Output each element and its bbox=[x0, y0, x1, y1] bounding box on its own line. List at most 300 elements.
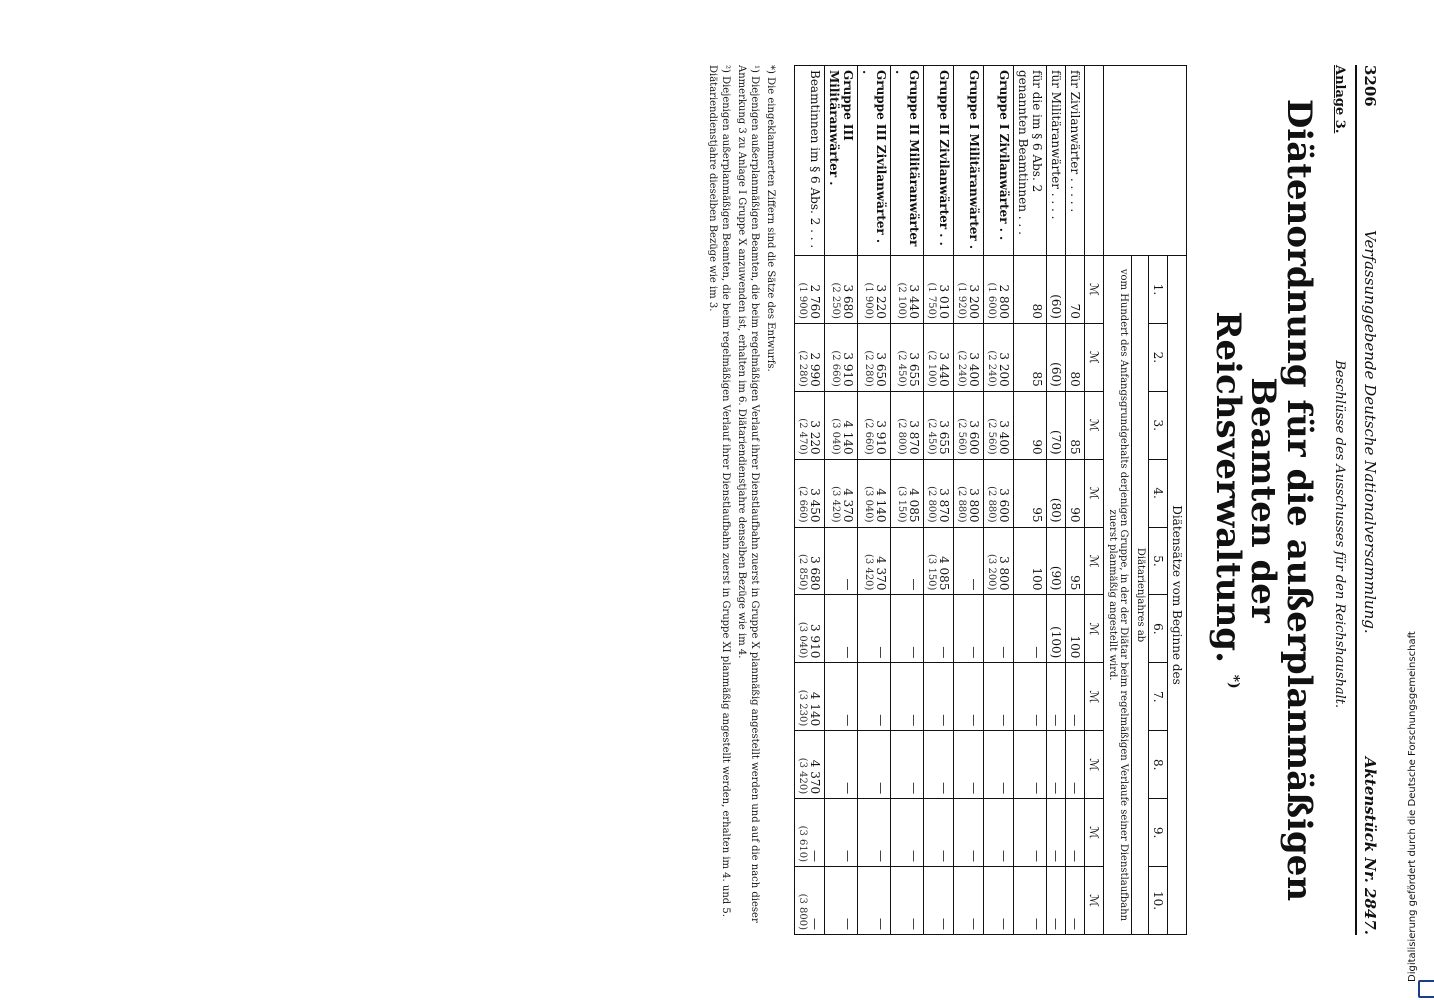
table-cell bbox=[924, 595, 954, 663]
cell-paren-value: (3 040) bbox=[830, 418, 842, 455]
cell-value: — bbox=[967, 850, 982, 863]
cell-paren-value: (2 250) bbox=[830, 282, 842, 319]
header-col-7: 7. bbox=[1148, 663, 1167, 731]
row-label: Gruppe III Militäranwärter . bbox=[825, 66, 858, 256]
cell-paren-value: (2 800) bbox=[926, 486, 938, 523]
cell-value: 3 600 bbox=[997, 488, 1012, 523]
table-row bbox=[984, 66, 1014, 935]
table-cell bbox=[984, 595, 1014, 663]
table-cell bbox=[984, 459, 1014, 527]
cell-value: 80 bbox=[1030, 303, 1045, 319]
table-cell bbox=[891, 663, 924, 731]
header-top: Diätensätze vom Beginne des bbox=[1167, 256, 1186, 935]
table-cell bbox=[1066, 799, 1085, 867]
table-row bbox=[954, 66, 984, 935]
cell-value: — bbox=[997, 646, 1012, 659]
cell-value: 3 870 bbox=[907, 420, 922, 455]
cell-paren-value: (1 900) bbox=[863, 282, 875, 319]
cell-value: 3 800 bbox=[967, 488, 982, 523]
table-cell bbox=[891, 595, 924, 663]
cell-value: 3 870 bbox=[937, 488, 952, 523]
cell-value: 3 200 bbox=[997, 352, 1012, 387]
table-cell bbox=[954, 459, 984, 527]
cell-value: 3 910 bbox=[808, 623, 823, 659]
cell-value: — bbox=[841, 782, 856, 795]
table-cell bbox=[795, 527, 825, 595]
cell-value: 4 085 bbox=[907, 488, 922, 523]
cell-paren-value: (2 800) bbox=[896, 418, 908, 455]
cell-value: — bbox=[1068, 850, 1083, 863]
cell-paren-value: (3 420) bbox=[863, 554, 875, 591]
cell-paren-value: (2 660) bbox=[863, 418, 875, 455]
row-label: Gruppe II Zivilanwärter . . bbox=[924, 66, 954, 256]
table-cell bbox=[795, 323, 825, 391]
title-line-2 bbox=[1207, 65, 1248, 935]
diaeten-table bbox=[794, 65, 1187, 935]
table-cell bbox=[1047, 459, 1066, 527]
document-title bbox=[1207, 65, 1319, 935]
dfg-credit: Digitalisierung gefördert durch die Deutsche Forschungsgemeinschaft bbox=[1407, 631, 1418, 982]
cell-value: — bbox=[874, 714, 889, 727]
unit-4: ℳ bbox=[1085, 459, 1104, 527]
cell-value: 4 085 bbox=[937, 556, 952, 591]
table-cell bbox=[924, 256, 954, 324]
cell-value: 80 bbox=[1068, 371, 1083, 387]
cell-value: — bbox=[1030, 714, 1045, 727]
table-cell bbox=[924, 799, 954, 867]
header-col-5: 5. bbox=[1148, 527, 1167, 595]
row-label: Gruppe I Militäranwärter . bbox=[954, 66, 984, 256]
unit-10: ℳ bbox=[1085, 867, 1104, 935]
table-cell bbox=[1014, 256, 1047, 324]
table-cell bbox=[1014, 527, 1047, 595]
cell-value: — bbox=[907, 850, 922, 863]
cell-paren-value: (2 100) bbox=[926, 350, 938, 387]
cell-value: — bbox=[997, 782, 1012, 795]
header-col-4: 4. bbox=[1148, 459, 1167, 527]
cell-value: — bbox=[1030, 918, 1045, 930]
cell-value: — bbox=[937, 646, 952, 659]
table-cell bbox=[795, 595, 825, 663]
running-header bbox=[1355, 65, 1379, 935]
cell-value: — bbox=[997, 714, 1012, 727]
cell-paren-value: (1 750) bbox=[926, 282, 938, 319]
cell-paren-value: (2 100) bbox=[896, 282, 908, 319]
row-label: Gruppe II Militäranwärter . bbox=[891, 66, 924, 256]
table-row bbox=[1066, 66, 1085, 935]
beschluesse-line: Beschlüsse des Ausschusses für den Reichshaushalt. bbox=[1332, 360, 1347, 709]
table-cell bbox=[891, 527, 924, 595]
table-cell bbox=[1014, 595, 1047, 663]
anlage-label: Anlage 3. bbox=[1332, 65, 1347, 134]
row-label: Gruppe III Zivilanwärter . . bbox=[858, 66, 891, 256]
table-row bbox=[1047, 66, 1066, 935]
cell-value: — bbox=[1049, 782, 1064, 795]
table-cell bbox=[954, 527, 984, 595]
cell-paren-value: (3 040) bbox=[863, 486, 875, 523]
table-cell bbox=[858, 391, 891, 459]
cell-value: — bbox=[967, 714, 982, 727]
unit-7: ℳ bbox=[1085, 663, 1104, 731]
table-cell bbox=[1066, 595, 1085, 663]
cell-value: — bbox=[997, 850, 1012, 863]
cell-paren-value: (3 420) bbox=[830, 486, 842, 523]
cell-value: (60) bbox=[1049, 362, 1064, 387]
table-header-row-5 bbox=[1085, 66, 1104, 935]
header-percent-note: vom Hundert des Anfangsgrundgehalts derjenigen Gruppe, in der der Diätar beim regelmäßigen Verlaufe seiner Dienstlaufbahn zuerst planmäßig angestellt wird. bbox=[1104, 256, 1132, 935]
cell-value: — bbox=[907, 578, 922, 591]
table-cell bbox=[1047, 595, 1066, 663]
cell-paren-value: (2 660) bbox=[797, 486, 809, 523]
table-cell bbox=[1047, 527, 1066, 595]
row-label: für die im § 6 Abs. 2 genannten Beamtinnen . . . bbox=[1014, 66, 1047, 256]
subheader bbox=[1332, 65, 1347, 935]
cell-paren-value: (3 610) bbox=[797, 825, 809, 863]
table-cell bbox=[1014, 323, 1047, 391]
cell-value: 4 370 bbox=[874, 556, 889, 591]
cell-value: 100 bbox=[1030, 567, 1045, 591]
cell-value: — bbox=[874, 918, 889, 930]
unit-8: ℳ bbox=[1085, 731, 1104, 799]
unit-6: ℳ bbox=[1085, 595, 1104, 663]
table-cell bbox=[858, 459, 891, 527]
cell-value: 95 bbox=[1068, 575, 1083, 591]
cell-value: 3 440 bbox=[907, 284, 922, 319]
unit-5: ℳ bbox=[1085, 527, 1104, 595]
table-cell bbox=[825, 323, 858, 391]
cell-value: — bbox=[874, 646, 889, 659]
table-cell bbox=[1047, 731, 1066, 799]
table-cell bbox=[1047, 799, 1066, 867]
cell-value: — bbox=[808, 850, 823, 863]
cell-value: (70) bbox=[1049, 430, 1064, 455]
cell-paren-value: (2 850) bbox=[797, 554, 809, 591]
table-cell bbox=[1066, 731, 1085, 799]
cell-value: — bbox=[874, 782, 889, 795]
cell-value: 3 440 bbox=[937, 352, 952, 387]
table-cell bbox=[891, 256, 924, 324]
table-cell bbox=[795, 867, 825, 935]
dfg-logo-icon bbox=[1418, 980, 1434, 998]
cell-value: — bbox=[967, 918, 982, 930]
cell-value: 3 400 bbox=[967, 352, 982, 387]
table-cell bbox=[984, 731, 1014, 799]
table-cell bbox=[795, 731, 825, 799]
footnote-1: *) Die eingeklammerten Ziffern sind die Sätze des Entwurfs. bbox=[765, 65, 777, 372]
table-cell bbox=[984, 799, 1014, 867]
cell-value: 90 bbox=[1030, 439, 1045, 455]
cell-value: (100) bbox=[1049, 626, 1064, 659]
cell-value: — bbox=[967, 578, 982, 591]
cell-paren-value: (3 420) bbox=[797, 757, 809, 795]
footnote-2: ¹) Diejenigen außerplanmäßigen Beamten, die beim regelmäßigen Verlauf ihrer Dienstlaufbahn zuerst in Gruppe X planmäßig angestellt werden und auf die nach dieser Anmerkung 3 zu Anlage I Gruppe X anzuwenden ist, erhalten im 6. Diätariendienstjahre denselben Bezüge wie im 4. bbox=[736, 65, 760, 923]
cell-value: — bbox=[907, 918, 922, 930]
cell-value: 4 370 bbox=[841, 488, 856, 523]
cell-value: 4 140 bbox=[808, 691, 823, 727]
cell-value: — bbox=[1068, 918, 1083, 930]
table-cell bbox=[858, 663, 891, 731]
cell-value: — bbox=[937, 782, 952, 795]
table-cell bbox=[858, 867, 891, 935]
cell-value: — bbox=[841, 850, 856, 863]
table-cell bbox=[1014, 867, 1047, 935]
table-cell bbox=[825, 663, 858, 731]
table-cell bbox=[954, 391, 984, 459]
cell-paren-value: (2 560) bbox=[986, 418, 998, 455]
cell-value: — bbox=[808, 918, 823, 930]
table-cell bbox=[1047, 323, 1066, 391]
digitalization-sidebar bbox=[1407, 0, 1434, 1000]
table-cell bbox=[1047, 867, 1066, 935]
unit-2: ℳ bbox=[1085, 323, 1104, 391]
cell-value: (80) bbox=[1049, 497, 1064, 523]
table-cell bbox=[924, 663, 954, 731]
cell-paren-value: (1 600) bbox=[986, 282, 998, 319]
table-cell bbox=[1066, 391, 1085, 459]
table-cell bbox=[891, 391, 924, 459]
table-cell bbox=[1014, 799, 1047, 867]
cell-value: 2 800 bbox=[997, 284, 1012, 319]
table-header-row-1 bbox=[1167, 66, 1186, 935]
cell-value: — bbox=[1030, 646, 1045, 659]
cell-value: 4 140 bbox=[841, 420, 856, 455]
cell-value: — bbox=[997, 918, 1012, 930]
table-cell bbox=[858, 731, 891, 799]
header-col-2: 2. bbox=[1148, 323, 1167, 391]
cell-paren-value: (2 280) bbox=[797, 350, 809, 387]
cell-paren-value: (3 150) bbox=[926, 554, 938, 591]
cell-value: 3 220 bbox=[808, 420, 823, 455]
table-cell bbox=[954, 256, 984, 324]
table-cell bbox=[954, 323, 984, 391]
title-line-2-text: Reichsverwaltung. bbox=[1207, 311, 1248, 663]
cell-paren-value: (2 240) bbox=[986, 350, 998, 387]
unit-9: ℳ bbox=[1085, 799, 1104, 867]
header-label-cell bbox=[1104, 66, 1187, 256]
row-label: für Zivilanwärter . . . . . bbox=[1066, 66, 1085, 256]
row-label: für Militäranwärter . . . . bbox=[1047, 66, 1066, 256]
cell-value: 3 680 bbox=[808, 556, 823, 591]
table-cell bbox=[984, 867, 1014, 935]
table-cell bbox=[825, 459, 858, 527]
table-cell bbox=[1047, 256, 1066, 324]
cell-value: 3 600 bbox=[967, 420, 982, 455]
table-cell bbox=[825, 867, 858, 935]
table-cell bbox=[924, 391, 954, 459]
cell-paren-value: (1 920) bbox=[956, 282, 968, 319]
table-cell bbox=[1066, 323, 1085, 391]
header-col-6: 6. bbox=[1148, 595, 1167, 663]
table-cell bbox=[954, 867, 984, 935]
cell-value: 90 bbox=[1068, 507, 1083, 523]
row-label: Gruppe I Zivilanwärter . . bbox=[984, 66, 1014, 256]
table-cell bbox=[984, 663, 1014, 731]
table-cell bbox=[954, 731, 984, 799]
table-cell bbox=[924, 731, 954, 799]
page-number: 3206 bbox=[1361, 65, 1379, 107]
table-cell bbox=[858, 256, 891, 324]
cell-value: — bbox=[1030, 850, 1045, 863]
cell-value: 3 680 bbox=[841, 284, 856, 319]
cell-paren-value: (2 280) bbox=[863, 350, 875, 387]
cell-value: — bbox=[1049, 714, 1064, 727]
cell-value: 3 450 bbox=[808, 488, 823, 523]
table-cell bbox=[924, 867, 954, 935]
table-cell bbox=[1014, 731, 1047, 799]
cell-value: — bbox=[841, 646, 856, 659]
table-cell bbox=[825, 256, 858, 324]
cell-value: — bbox=[1049, 850, 1064, 863]
table-cell bbox=[924, 527, 954, 595]
cell-value: — bbox=[907, 782, 922, 795]
table-cell bbox=[1066, 527, 1085, 595]
cell-value: — bbox=[1030, 782, 1045, 795]
table-cell bbox=[825, 799, 858, 867]
cell-paren-value: (2 880) bbox=[986, 486, 998, 523]
cell-value: — bbox=[937, 850, 952, 863]
header-col-3: 3. bbox=[1148, 391, 1167, 459]
table-cell bbox=[924, 323, 954, 391]
cell-value: 3 400 bbox=[997, 420, 1012, 455]
table-row bbox=[1014, 66, 1047, 935]
cell-value: 2 760 bbox=[808, 284, 823, 319]
cell-value: 4 370 bbox=[808, 759, 823, 795]
table-cell bbox=[1047, 663, 1066, 731]
table-cell bbox=[984, 527, 1014, 595]
table-cell bbox=[825, 595, 858, 663]
table-cell bbox=[954, 595, 984, 663]
table-cell bbox=[825, 527, 858, 595]
title-line-1: Diätenordnung für die außerplanmäßigen Beamten der bbox=[1243, 98, 1319, 902]
cell-value: — bbox=[907, 714, 922, 727]
cell-paren-value: (2 560) bbox=[956, 418, 968, 455]
cell-value: — bbox=[937, 714, 952, 727]
cell-value: (60) bbox=[1049, 294, 1064, 319]
table-row bbox=[924, 66, 954, 935]
table-row bbox=[795, 66, 825, 935]
table-cell bbox=[858, 595, 891, 663]
running-title: Verfassunggebende Deutsche Nationalversammlung. bbox=[1361, 230, 1379, 634]
table-cell bbox=[954, 799, 984, 867]
cell-paren-value: (2 450) bbox=[926, 418, 938, 455]
table-cell bbox=[954, 663, 984, 731]
header-col-9: 9. bbox=[1148, 799, 1167, 867]
cell-value: 3 220 bbox=[874, 284, 889, 319]
table-cell bbox=[795, 256, 825, 324]
cell-value: 85 bbox=[1068, 439, 1083, 455]
table-cell bbox=[795, 391, 825, 459]
table-cell bbox=[1014, 663, 1047, 731]
table-cell bbox=[891, 867, 924, 935]
table-cell bbox=[891, 459, 924, 527]
cell-value: — bbox=[841, 918, 856, 930]
header-col-1: 1. bbox=[1148, 256, 1167, 324]
table-cell bbox=[1014, 459, 1047, 527]
cell-value: 3 200 bbox=[967, 284, 982, 319]
table-cell bbox=[858, 527, 891, 595]
table-row bbox=[825, 66, 858, 935]
cell-value: 2 990 bbox=[808, 352, 823, 387]
table-cell bbox=[1066, 663, 1085, 731]
header-subheader: Diätarienjahres ab bbox=[1132, 256, 1149, 935]
cell-paren-value: (1 900) bbox=[797, 282, 809, 319]
table-cell bbox=[1014, 391, 1047, 459]
table-cell bbox=[1047, 391, 1066, 459]
cell-value: 100 bbox=[1068, 635, 1083, 659]
cell-paren-value: (3 230) bbox=[797, 689, 809, 727]
cell-value: — bbox=[967, 646, 982, 659]
cell-paren-value: (2 240) bbox=[956, 350, 968, 387]
table-cell bbox=[891, 799, 924, 867]
table-head bbox=[1085, 66, 1187, 935]
cell-value: 3 910 bbox=[841, 352, 856, 387]
cell-value: (90) bbox=[1049, 565, 1064, 591]
cell-paren-value: (3 040) bbox=[797, 621, 809, 659]
unit-1: ℳ bbox=[1085, 256, 1104, 324]
cell-value: 85 bbox=[1030, 371, 1045, 387]
table-cell bbox=[1066, 459, 1085, 527]
cell-value: 3 650 bbox=[874, 352, 889, 387]
cell-paren-value: (3 200) bbox=[986, 554, 998, 591]
header-col-10: 10. bbox=[1148, 867, 1167, 935]
table-cell bbox=[891, 323, 924, 391]
table-row bbox=[891, 66, 924, 935]
cell-value: 4 140 bbox=[874, 488, 889, 523]
cell-paren-value: (2 660) bbox=[830, 350, 842, 387]
footnote-3: ²) Diejenigen außerplanmäßigen Beamten, die beim regelmäßigen Verlauf ihrer Dienstlaufbahn zuerst in Gruppe XI planmäßig angestellt werden, erhalten im 4. und 5. Diätariendienstjahre dieselben Bezüge wie im 3. bbox=[707, 65, 731, 917]
cell-value: — bbox=[1068, 714, 1083, 727]
footnotes bbox=[706, 65, 777, 935]
page-content bbox=[702, 65, 1379, 935]
table-body bbox=[795, 66, 1085, 935]
cell-value: 3 655 bbox=[907, 352, 922, 387]
cell-value: 3 800 bbox=[997, 556, 1012, 591]
header-col-8: 8. bbox=[1148, 731, 1167, 799]
table-cell bbox=[825, 391, 858, 459]
table-cell bbox=[1066, 867, 1085, 935]
cell-value: — bbox=[874, 850, 889, 863]
table-row bbox=[858, 66, 891, 935]
table-cell bbox=[825, 731, 858, 799]
table-cell bbox=[795, 459, 825, 527]
cell-value: — bbox=[841, 714, 856, 727]
cell-paren-value: (3 150) bbox=[896, 486, 908, 523]
cell-paren-value: (2 880) bbox=[956, 486, 968, 523]
table-cell bbox=[858, 799, 891, 867]
table-cell bbox=[984, 256, 1014, 324]
cell-value: — bbox=[1049, 918, 1064, 930]
cell-value: — bbox=[841, 578, 856, 591]
cell-value: 3 655 bbox=[937, 420, 952, 455]
cell-value: 3 010 bbox=[937, 284, 952, 319]
table-cell bbox=[984, 391, 1014, 459]
cell-value: — bbox=[1068, 782, 1083, 795]
cell-paren-value: (2 450) bbox=[896, 350, 908, 387]
cell-value: — bbox=[907, 646, 922, 659]
unit-label-cell bbox=[1085, 66, 1104, 256]
unit-3: ℳ bbox=[1085, 391, 1104, 459]
row-label: Beamtinnen im § 6 Abs. 2 . . . bbox=[795, 66, 825, 256]
table-cell bbox=[984, 323, 1014, 391]
table-cell bbox=[1066, 256, 1085, 324]
cell-value: 95 bbox=[1030, 507, 1045, 523]
document-number: Aktenstück Nr. 2847. bbox=[1361, 756, 1379, 935]
cell-paren-value: (2 470) bbox=[797, 418, 809, 455]
table-cell bbox=[795, 799, 825, 867]
cell-paren-value: (3 800) bbox=[797, 893, 809, 930]
table-cell bbox=[924, 459, 954, 527]
table-cell bbox=[891, 731, 924, 799]
